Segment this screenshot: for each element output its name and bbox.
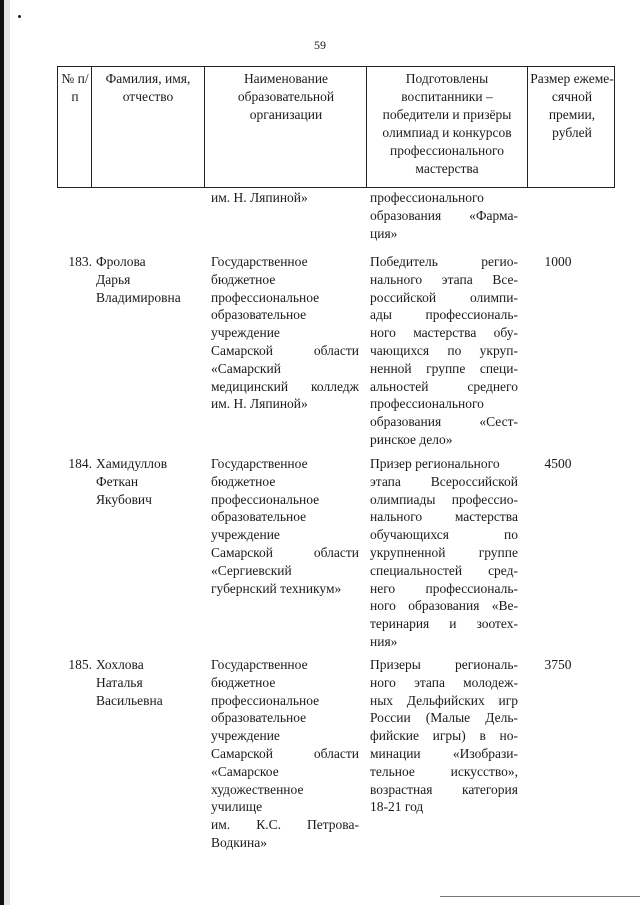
text-line: «Самарский: [211, 360, 281, 376]
text-line: «Сергиевский: [211, 562, 292, 578]
text-line: ады профессиональ-: [370, 307, 518, 323]
row-achievement: [370, 656, 518, 816]
text-line: профессиональное: [211, 289, 320, 305]
text-line: минации «Изобрази-: [370, 745, 518, 761]
row-organization: [211, 455, 359, 597]
text-line: Призер регионального: [370, 456, 500, 471]
text-line: профессионального: [370, 190, 484, 205]
scan-bottom-line: [440, 896, 640, 897]
scan-speck: [18, 15, 21, 18]
text-line: России (Малые Дель-: [370, 710, 518, 726]
text-line: ного этапа молодеж-: [370, 674, 518, 690]
text-line: тельное искусство»,: [370, 763, 518, 779]
header-col-num: № п/п: [61, 71, 89, 104]
text-line: образовательное: [211, 307, 307, 323]
text-line: этапа Всероссийской: [370, 473, 518, 489]
text-line: Победитель регио-: [370, 254, 518, 269]
text-line: фийские игры) в но-: [370, 728, 518, 744]
header-col-amount: Размер ежеме-сячной премии, рублей: [530, 71, 614, 140]
text-line: Владимировна: [96, 289, 181, 305]
text-line: него профессиональ-: [370, 580, 518, 596]
row-amount: 3750: [544, 657, 572, 672]
column-divider: [204, 66, 205, 188]
text-line: Фролова: [96, 254, 146, 269]
text-line: «Самарское: [211, 763, 279, 779]
text-line: нального мастерства: [370, 509, 518, 525]
text-line: российской олимпи-: [370, 289, 518, 305]
row-name: [96, 455, 204, 508]
scan-edge: [0, 0, 10, 905]
continuation-achievement: [370, 189, 518, 242]
text-line: чающихся по укруп-: [370, 342, 518, 358]
text-line: бюджетное: [211, 674, 276, 690]
text-line: Призеры региональ-: [370, 657, 518, 672]
text-line: возрастная категория: [370, 781, 518, 797]
text-line: училище: [211, 799, 263, 815]
page-number: 59: [314, 38, 326, 52]
text-line: 18-21 год: [370, 799, 424, 815]
text-line: учреждение: [211, 325, 280, 341]
text-line: Самарской области: [211, 745, 359, 761]
header-col-achievement: Подготовлены воспитанники – победители и призёры олимпиад и конкурсов профессионального мастерства: [382, 71, 512, 176]
text-line: бюджетное: [211, 271, 276, 287]
column-divider: [91, 66, 92, 188]
text-line: ных Дельфийских игр: [370, 692, 518, 708]
text-line: специальностей сред-: [370, 562, 518, 578]
text-line: альностей среднего: [370, 378, 518, 394]
text-line: профессиональное: [211, 692, 320, 708]
text-line: Якубович: [96, 491, 152, 507]
header-col-org: Наименование образовательной организации: [237, 71, 335, 122]
text-line: обучающихся по: [370, 527, 518, 543]
text-line: учреждение: [211, 527, 280, 543]
text-line: Хамидуллов: [96, 456, 168, 471]
text-line: художественное: [211, 781, 304, 797]
continuation-org: [211, 189, 359, 207]
column-divider: [366, 66, 367, 188]
text-line: ненной группе специ-: [370, 360, 518, 376]
text-line: медицинский колледж: [211, 378, 359, 394]
text-line: образовательное: [211, 509, 307, 525]
text-line: Государственное: [211, 254, 308, 269]
text-line: профессионального: [370, 396, 484, 412]
row-number: 185.: [68, 657, 92, 672]
row-organization: [211, 253, 359, 413]
row-number: 184.: [68, 456, 92, 471]
text-line: образовательное: [211, 710, 307, 726]
text-line: Государственное: [211, 657, 308, 672]
row-achievement: [370, 253, 518, 449]
text-line: Феткан: [96, 473, 139, 489]
text-line: Водкина»: [211, 834, 267, 850]
text-line: теринария и зоотех-: [370, 616, 518, 632]
text-line: нального этапа Все-: [370, 271, 518, 287]
text-line: ного образования «Ве-: [370, 598, 518, 614]
text-line: укрупненной группе: [370, 544, 518, 560]
text-line: ния»: [370, 633, 398, 649]
text-line: учреждение: [211, 728, 280, 744]
text-line: Хохлова: [96, 657, 144, 672]
row-organization: [211, 656, 359, 852]
text-line: им. Н. Ляпиной»: [211, 396, 308, 412]
text-line: ного мастерства обу-: [370, 325, 518, 341]
text-line: бюджетное: [211, 473, 276, 489]
text-line: ция»: [370, 225, 398, 241]
text-line: Васильевна: [96, 692, 163, 708]
text-line: Государственное: [211, 456, 308, 471]
text-line: Самарской области: [211, 544, 359, 560]
text-line: Наталья: [96, 674, 143, 690]
text-line: Дарья: [96, 271, 131, 287]
text-line: образования «Фарма-: [370, 207, 518, 223]
row-number: 183.: [68, 254, 92, 269]
row-amount: 1000: [544, 254, 572, 269]
text-line: ринское дело»: [370, 431, 453, 447]
text-line: олимпиады профессио-: [370, 491, 518, 507]
row-amount: 4500: [544, 456, 572, 471]
text-line: им. Н. Ляпиной»: [211, 190, 308, 205]
column-divider: [527, 66, 528, 188]
header-col-name: Фамилия, имя, отчество: [105, 71, 191, 104]
text-line: Самарской области: [211, 342, 359, 358]
row-name: [96, 253, 204, 306]
row-achievement: [370, 455, 518, 651]
row-name: [96, 656, 204, 709]
text-line: губернский техникум»: [211, 580, 342, 596]
text-line: образования «Сест-: [370, 414, 518, 430]
text-line: им. К.С. Петрова-: [211, 817, 359, 833]
text-line: профессиональное: [211, 491, 320, 507]
